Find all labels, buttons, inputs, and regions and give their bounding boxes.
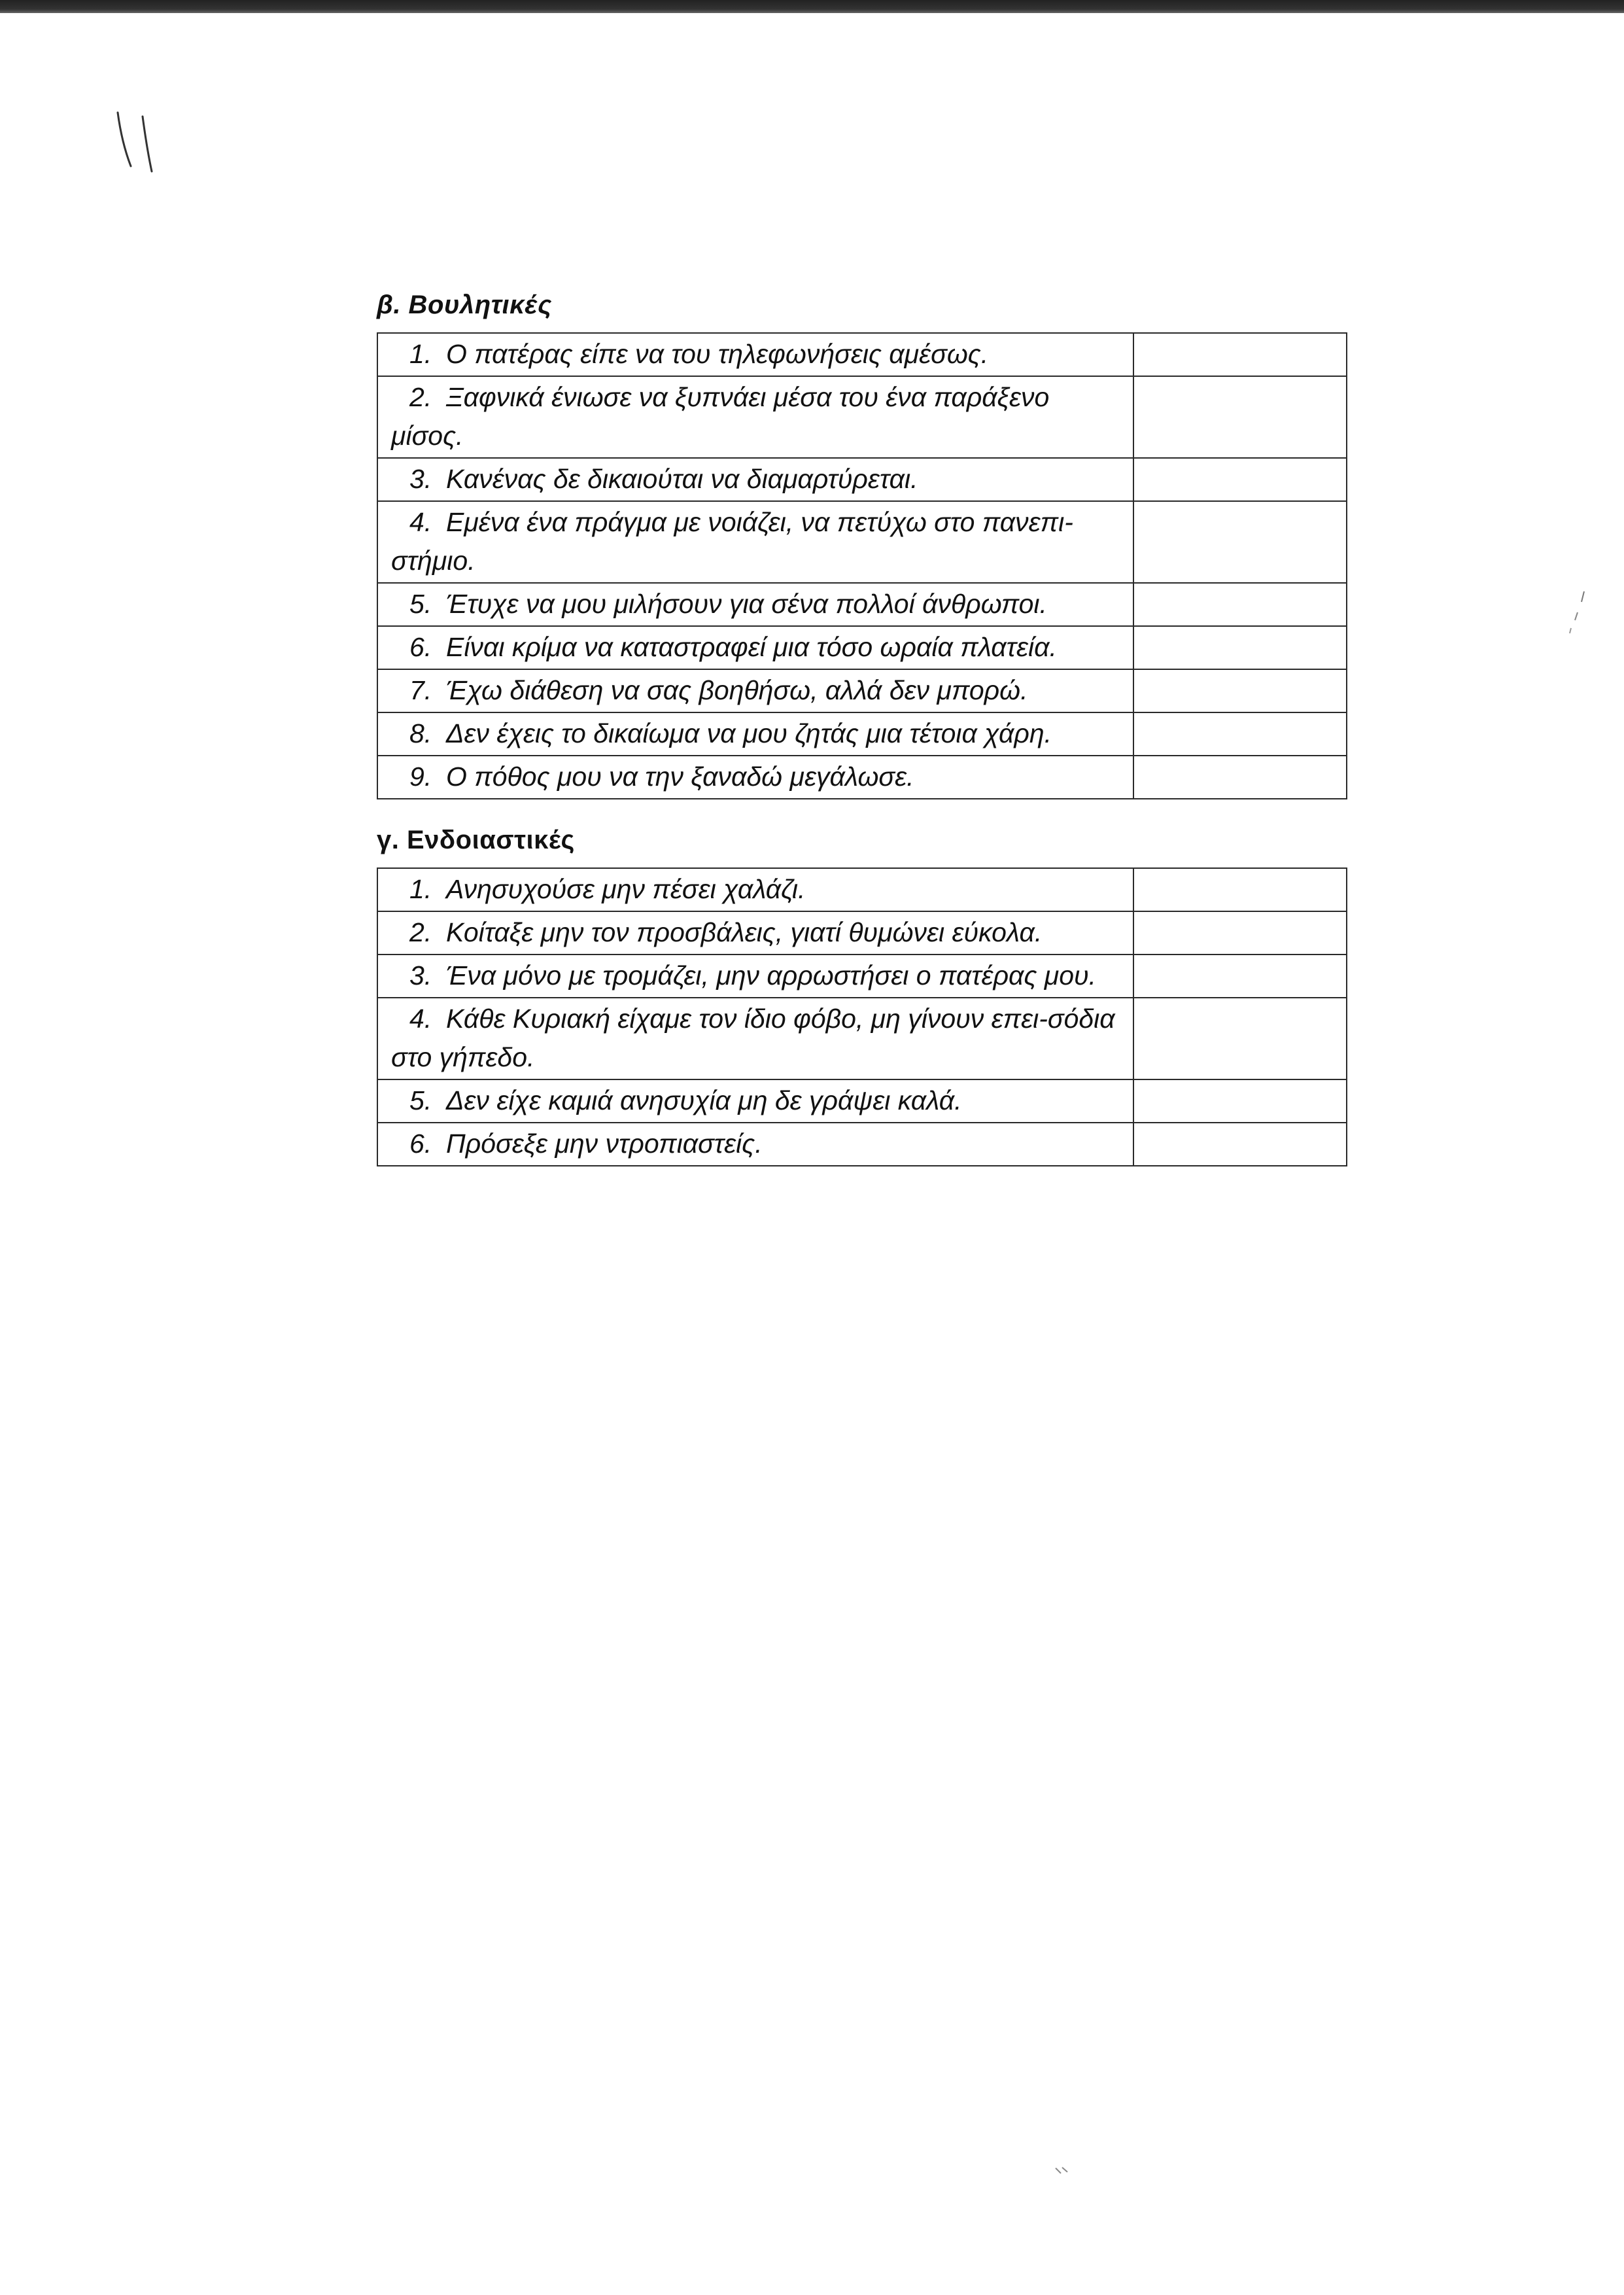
- sentence-text: Ο πόθος μου να την ξαναδώ μεγάλωσε.: [446, 762, 914, 792]
- item-number: 5.: [409, 1085, 432, 1115]
- scan-speck-mark: [1054, 2165, 1070, 2179]
- sentence-text: Ξαφνικά ένιωσε να ξυπνάει μέσα του ένα παράξενο μίσος.: [391, 382, 1050, 451]
- table-row: [377, 626, 1347, 669]
- answer-cell[interactable]: [1133, 955, 1347, 998]
- table-row: [377, 911, 1347, 955]
- answer-cell[interactable]: [1133, 583, 1347, 626]
- item-number: 3.: [409, 960, 432, 990]
- item-number: 6.: [409, 632, 432, 662]
- sentence-cell: [377, 998, 1133, 1079]
- sentence-text: Εμένα ένα πράγμα με νοιάζει, να πετύχω στο πανεπι-στήμιο.: [391, 507, 1073, 576]
- sentence-text: Είναι κρίμα να καταστραφεί μια τόσο ωραία πλατεία.: [446, 632, 1057, 662]
- exercise-table-endoiastikes: [377, 867, 1347, 1166]
- item-number: 9.: [409, 762, 432, 792]
- table-row: [377, 868, 1347, 911]
- answer-cell[interactable]: [1133, 998, 1347, 1079]
- answer-cell[interactable]: [1133, 1079, 1347, 1123]
- table-row: [377, 712, 1347, 756]
- sentence-cell: [377, 868, 1133, 911]
- item-number: 4.: [409, 507, 432, 537]
- answer-cell[interactable]: [1133, 669, 1347, 712]
- answer-cell[interactable]: [1133, 376, 1347, 458]
- item-number: 3.: [409, 464, 432, 494]
- sentence-cell: [377, 1079, 1133, 1123]
- sentence-text: Έχω διάθεση να σας βοηθήσω, αλλά δεν μπορώ.: [446, 675, 1028, 705]
- table-row: [377, 669, 1347, 712]
- table-row: [377, 458, 1347, 501]
- sentence-text: Δεν είχε καμιά ανησυχία μη δε γράψει καλά.: [446, 1085, 962, 1115]
- answer-cell[interactable]: [1133, 1123, 1347, 1166]
- sentence-text: Έτυχε να μου μιλήσουν για σένα πολλοί άνθρωποι.: [446, 589, 1047, 619]
- handwritten-page-mark: [109, 98, 174, 190]
- sentence-cell: [377, 712, 1133, 756]
- sentence-cell: [377, 669, 1133, 712]
- table-row: [377, 756, 1347, 799]
- sentence-text: Πρόσεξε μην ντροπιαστείς.: [446, 1129, 763, 1159]
- table-row: [377, 1123, 1347, 1166]
- item-number: 1.: [409, 339, 432, 369]
- item-number: 5.: [409, 589, 432, 619]
- answer-cell[interactable]: [1133, 868, 1347, 911]
- item-number: 7.: [409, 675, 432, 705]
- scan-edge-bar: [0, 0, 1624, 13]
- answer-cell[interactable]: [1133, 458, 1347, 501]
- table-row: [377, 333, 1347, 376]
- table-row: [377, 376, 1347, 458]
- item-number: 2.: [409, 917, 432, 947]
- sentence-cell: [377, 911, 1133, 955]
- answer-cell[interactable]: [1133, 501, 1347, 583]
- sentence-cell: [377, 333, 1133, 376]
- sentence-cell: [377, 458, 1133, 501]
- item-number: 8.: [409, 718, 432, 748]
- table-row: [377, 501, 1347, 583]
- item-number: 4.: [409, 1004, 432, 1034]
- sentence-text: Κάθε Κυριακή είχαμε τον ίδιο φόβο, μη γίνουν επει-σόδια στο γήπεδο.: [391, 1004, 1115, 1072]
- table-row: [377, 1079, 1347, 1123]
- sentence-text: Δεν έχεις το δικαίωμα να μου ζητάς μια τέτοια χάρη.: [446, 718, 1052, 748]
- sentence-text: Ανησυχούσε μην πέσει χαλάζι.: [446, 874, 806, 904]
- table-row: [377, 955, 1347, 998]
- answer-cell[interactable]: [1133, 712, 1347, 756]
- table-row: [377, 583, 1347, 626]
- scan-speck-mark: [1564, 589, 1591, 644]
- answer-cell[interactable]: [1133, 756, 1347, 799]
- sentence-cell: [377, 955, 1133, 998]
- exercise-table-boulitikes: [377, 332, 1347, 799]
- table-row: [377, 998, 1347, 1079]
- answer-cell[interactable]: [1133, 333, 1347, 376]
- item-number: 6.: [409, 1129, 432, 1159]
- answer-cell[interactable]: [1133, 911, 1347, 955]
- item-number: 2.: [409, 382, 432, 412]
- section-title-endoiastikes: γ. Ενδοιαστικές: [377, 826, 575, 854]
- sentence-text: Ο πατέρας είπε να του τηλεφωνήσεις αμέσως.: [446, 339, 989, 369]
- sentence-text: Κανένας δε δικαιούται να διαμαρτύρεται.: [446, 464, 918, 494]
- sentence-cell: [377, 1123, 1133, 1166]
- sentence-cell: [377, 583, 1133, 626]
- item-number: 1.: [409, 874, 432, 904]
- sentence-cell: [377, 376, 1133, 458]
- sentence-cell: [377, 756, 1133, 799]
- sentence-text: Κοίταξε μην τον προσβάλεις, γιατί θυμώνει εύκολα.: [446, 917, 1043, 947]
- sentence-cell: [377, 626, 1133, 669]
- sentence-cell: [377, 501, 1133, 583]
- section-title-boulitikes: β. Βουλητικές: [377, 290, 552, 319]
- sentence-text: Ένα μόνο με τρομάζει, μην αρρωστήσει ο πατέρας μου.: [446, 960, 1096, 990]
- answer-cell[interactable]: [1133, 626, 1347, 669]
